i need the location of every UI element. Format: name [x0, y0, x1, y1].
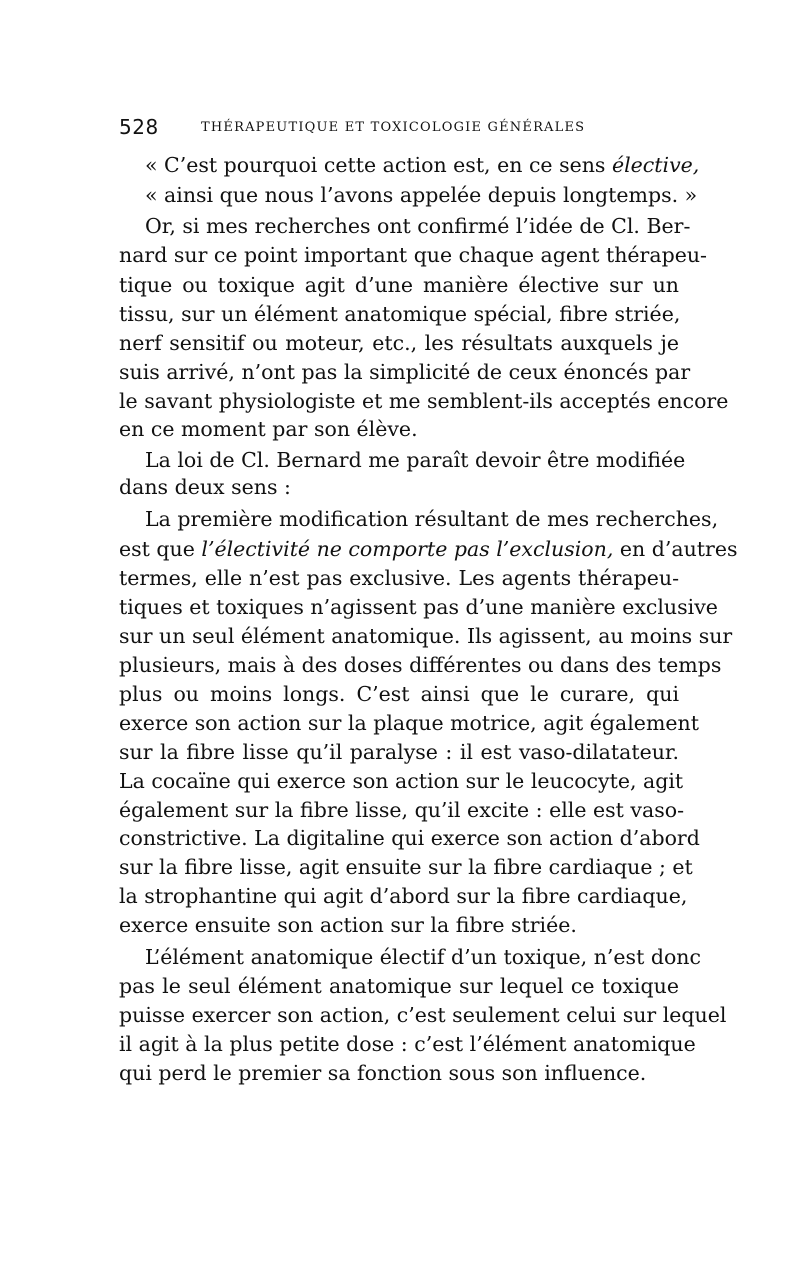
text-line: qui perd le premier sa fonction sous son influence.: [119, 1061, 647, 1085]
text-line: plusieurs, mais à des doses différentes ou dans des temps: [119, 653, 722, 677]
text-line: nard sur ce point important que chaque agent thérapeu-: [119, 243, 707, 267]
text-line: nerf sensitif ou moteur, etc., les résultats auxquels je: [119, 331, 679, 355]
text-line: La cocaïne qui exerce son action sur le leucocyte, agit: [119, 769, 684, 793]
text-line: sur un seul élément anatomique. Ils agissent, au moins sur: [119, 624, 733, 648]
text-line: suis arrivé, n’ont pas la simplicité de ceux énoncés par: [119, 360, 691, 384]
text-line: « C’est pourquoi cette action est, en ce sens élective,: [145, 153, 700, 177]
page-number: 528: [119, 115, 159, 139]
text-line: pas le seul élément anatomique sur lequel ce toxique: [119, 974, 679, 998]
text-line: La loi de Cl. Bernard me paraît devoir être modifiée: [145, 448, 686, 472]
text-line: plus ou moins longs. C’est ainsi que le curare, qui: [119, 682, 679, 706]
text-line: en ce moment par son élève.: [119, 417, 418, 441]
running-title: THÉRAPEUTIQUE ET TOXICOLOGIE GÉNÉRALES: [201, 120, 586, 135]
text-line: La première modification résultant de mes recherches,: [145, 507, 719, 531]
text-line: exerce ensuite son action sur la fibre striée.: [119, 913, 577, 937]
text-line: également sur la fibre lisse, qu’il excite : elle est vaso-: [119, 798, 684, 822]
text-line: sur la fibre lisse qu’il paralyse : il est vaso-dilatateur.: [119, 740, 679, 764]
text-line: la strophantine qui agit d’abord sur la fibre cardiaque,: [119, 884, 688, 908]
page-header: [119, 113, 679, 145]
text-line: L’élément anatomique électif d’un toxique, n’est donc: [145, 945, 701, 969]
text-line: exerce son action sur la plaque motrice, agit également: [119, 711, 699, 735]
text-line: tissu, sur un élément anatomique spécial, fibre striée,: [119, 302, 681, 326]
text-line: il agit à la plus petite dose : c’est l’élément anatomique: [119, 1032, 696, 1056]
text-line: puisse exercer son action, c’est seulement celui sur lequel: [119, 1003, 727, 1027]
text-line: le savant physiologiste et me semblent-ils acceptés encore: [119, 389, 729, 413]
text-line: tique ou toxique agit d’une manière élective sur un: [119, 273, 679, 297]
text-line: dans deux sens :: [119, 475, 291, 499]
text-line: constrictive. La digitaline qui exerce son action d’abord: [119, 826, 700, 850]
text-line: Or, si mes recherches ont confirmé l’idée de Cl. Ber-: [145, 214, 691, 238]
text-line: tiques et toxiques n’agissent pas d’une manière exclusive: [119, 595, 718, 619]
text-line: termes, elle n’est pas exclusive. Les agents thérapeu-: [119, 566, 679, 590]
text-line: « ainsi que nous l’avons appelée depuis longtemps. »: [145, 183, 698, 207]
text-line: sur la fibre lisse, agit ensuite sur la fibre cardiaque ; et: [119, 855, 693, 879]
text-line: est que l’électivité ne comporte pas l’exclusion, en d’autres: [119, 537, 738, 561]
